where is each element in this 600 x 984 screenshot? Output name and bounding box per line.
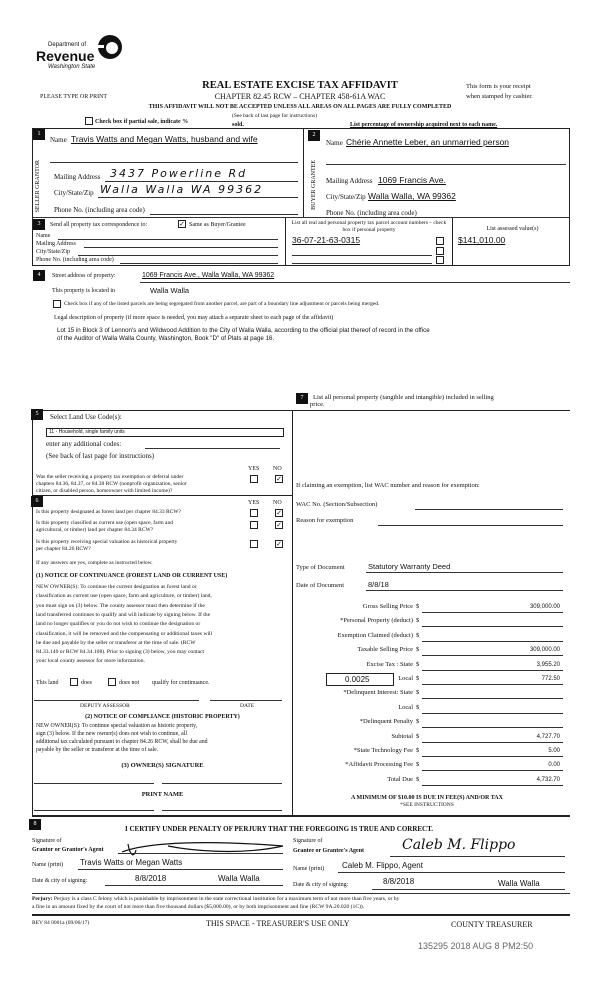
seller-side-label: SELLER GRANTOR <box>35 160 41 213</box>
question: Is this property receiving special valuation as historical property <box>36 539 178 545</box>
section-number: 6 <box>31 496 43 507</box>
divider <box>303 128 304 218</box>
question: citizen, or disabled person, homeowner with limited income)? <box>36 488 173 494</box>
parcel-number[interactable]: 36-07-21-63-0315 <box>292 235 361 245</box>
see-instructions: (See back of last page for instructions) <box>46 452 155 460</box>
notice-line: be due and payable by the seller or transferor at the time of sale. (RCW <box>36 639 196 646</box>
label: City/State/Zip <box>54 189 94 197</box>
additional-codes-input[interactable] <box>145 448 280 449</box>
tax-row-line <box>422 684 563 685</box>
minimum-note: A MINIMUM OF $10.00 IS DUE IN FEE(S) AND/OR TAX <box>351 795 503 801</box>
tax-row-line <box>422 670 563 671</box>
doc-date[interactable]: 8/8/18 <box>368 580 389 589</box>
perjury-text-2: a fine in an amount fixed by the court of not more than five thousand dollars ($5,000.00), or by both imprisonment and fine (RCW 9A.20.020 (1C)). <box>32 904 365 910</box>
section-number: 8 <box>29 819 41 830</box>
dollar-sign: $ <box>416 660 420 668</box>
notice-line: classification, it will be removed and the compensating or additional taxes will <box>36 630 213 637</box>
buyer-name[interactable]: Chérie Annette Leber, an unmarried person <box>346 137 510 147</box>
personal-property-label-2: price. <box>310 401 325 408</box>
legal-description[interactable]: Lot 15 in Block 3 of Lennon's and Wildwood Addition to the City of Walla Walla, according to the official plat thereof of record in the office <box>57 327 430 334</box>
notice-line: additional tax calculated pursuant to chapter 84.26 RCW, shall be due and <box>36 739 208 745</box>
please-type: PLEASE TYPE OR PRINT <box>40 94 108 100</box>
notice-line: payable by the seller or transferor at the time of sale. <box>36 747 159 753</box>
line <box>326 164 566 165</box>
line <box>105 181 298 182</box>
tax-row-label: *Affidavit Processing Fee <box>345 761 413 769</box>
line <box>78 869 283 870</box>
question: Is this property classified as current use (open space, farm and <box>36 520 173 526</box>
tax-row-value[interactable]: 4,732.70 <box>536 776 560 783</box>
legal-label: Legal description of property (if more space is needed, you may attach a separate sheet to each page of the affidavit) <box>54 315 334 321</box>
does-not-checkbox[interactable] <box>108 678 116 686</box>
parcel-input[interactable] <box>292 263 432 264</box>
divider <box>32 410 570 411</box>
doc-type-label: Type of Document <box>296 564 345 571</box>
logo-dept: Department of <box>48 42 87 48</box>
local-rate: 0.0025 <box>345 675 370 684</box>
label: Grantee or Grantee's Agent <box>293 848 365 854</box>
notice-line: 84.33.140 or RCW 84.34.108). Prior to signing (3) below, you may contact <box>36 649 205 656</box>
tax-row-line <box>422 612 563 613</box>
dollar-sign: $ <box>416 603 420 610</box>
label: does <box>81 680 92 686</box>
divider <box>452 218 453 266</box>
tax-row-label: *State Technology Fee <box>353 747 413 754</box>
line <box>390 856 565 857</box>
print-name-line[interactable] <box>34 810 154 811</box>
treasurer-only: THIS SPACE - TREASURER'S USE ONLY <box>206 919 350 928</box>
doc-date-label: Date of Document <box>296 582 345 589</box>
phone-label: Phone No. (including area code) <box>36 257 114 263</box>
does-checkbox[interactable] <box>70 678 78 686</box>
segregate-label: Check box if any of the listed parcels are being segregated from another parcel, are part of a boundary line adjustment or parcels being merged. <box>64 301 380 307</box>
label: Mailing Address <box>54 173 101 181</box>
notice-continuance-title: (1) NOTICE OF CONTINUANCE (FOREST LAND OR CURRENT USE) <box>36 573 228 579</box>
line <box>50 162 298 163</box>
personal-property-checkbox[interactable] <box>436 256 444 264</box>
notice-line: land transferred continues to qualify and will indicate by signing below. If the <box>36 611 211 618</box>
dollar-sign: $ <box>416 747 420 754</box>
divider <box>32 914 570 916</box>
additional-codes-label: enter any additional codes: <box>46 440 122 448</box>
county-treasurer: COUNTY TREASURER <box>451 920 533 929</box>
section-number: 3 <box>33 219 45 230</box>
label: Name <box>326 139 343 147</box>
q1-no-checkbox[interactable]: ✓ <box>276 475 282 483</box>
grantee-print-name[interactable]: Caleb M. Flippo, Agent <box>342 861 423 870</box>
notice-line: classification as current use (open space, farm and agriculture, or timber) land, <box>36 593 212 600</box>
notice-line: your local county assessor for more information. <box>36 658 145 665</box>
wac-input[interactable] <box>415 509 563 510</box>
dollar-sign: $ <box>416 703 420 711</box>
logo-state: Washington State <box>48 64 96 70</box>
label: Street address of property: <box>52 273 116 279</box>
section-number: 1 <box>33 129 45 140</box>
dollar-sign: $ <box>416 631 420 639</box>
question: Is this property designated as forest land per chapter 84.33 RCW? <box>36 509 181 515</box>
label: This property is located in <box>52 288 115 294</box>
tax-row-value[interactable]: 4,727.70 <box>536 733 560 740</box>
tax-row-value[interactable]: 309,000.00 <box>529 604 560 610</box>
tax-row-line <box>422 626 563 627</box>
if-yes-note: If any answers are yes, complete as instructed below. <box>36 560 153 566</box>
divider <box>32 410 33 815</box>
label: qualify for continuance. <box>152 680 210 686</box>
notice-compliance-title: (2) NOTICE OF COMPLIANCE (HISTORIC PROPERTY) <box>85 714 240 720</box>
partial-sale-label: Check box if partial sale, indicate % <box>95 119 189 125</box>
mailing-address-label: Mailing Address <box>36 241 76 247</box>
notice-line: land no longer qualifies or you do not wish to continue the designation or <box>36 621 201 628</box>
perjury-text: Perjury is a class C felony which is punishable by imprisonment in the state correctional institution for a maximum term of not more than five years, or by <box>53 896 400 902</box>
label: does not <box>119 680 140 686</box>
grantee-sign-city[interactable]: Walla Walla <box>498 879 540 888</box>
q1-yes-checkbox[interactable] <box>250 475 258 483</box>
no-header: NO <box>273 466 282 472</box>
city-label: City/State/Zip <box>36 249 70 255</box>
yes-header: YES <box>248 466 260 472</box>
exemption-label: If claiming an exemption, list WAC number and reason for exemption: <box>296 482 480 489</box>
dollar-sign: $ <box>416 689 420 697</box>
tax-row-line <box>422 713 563 714</box>
tax-row-line <box>422 770 563 771</box>
same-as-buyer-checkbox[interactable]: ✓ <box>179 220 185 228</box>
buyer-city[interactable]: Walla Walla, WA 99362 <box>368 191 456 201</box>
receipt-note-2: when stamped by cashier. <box>466 93 533 100</box>
dollar-sign: $ <box>416 718 420 726</box>
doc-type[interactable]: Statutory Warranty Deed <box>368 562 451 571</box>
receipt-note: This form is your receipt <box>466 83 531 90</box>
line <box>140 282 570 283</box>
name-input[interactable] <box>58 239 278 240</box>
tax-row-label: Gross Selling Price <box>362 603 413 610</box>
tax-row-label: *Delinquent Interest: State <box>343 689 413 697</box>
tax-row-line <box>422 655 563 656</box>
question: per chapter 84.26 RCW? <box>36 546 91 552</box>
grantor-print-name[interactable]: Travis Watts or Megan Watts <box>80 858 183 867</box>
perjury-heading: Perjury: <box>32 896 53 902</box>
tax-row-line <box>422 641 563 642</box>
land-use-label: Select Land Use Code(s): <box>50 413 122 421</box>
label: Signature of <box>32 838 62 844</box>
seller-address[interactable]: 3437 Powerline Rd <box>110 167 248 180</box>
tax-row-value[interactable]: 772.50 <box>541 676 560 682</box>
print-name-label: PRINT NAME <box>141 791 184 798</box>
same-as-buyer-label: Same as Buyer/Grantee <box>189 222 246 228</box>
seller-city[interactable]: Walla Walla WA 99362 <box>100 183 264 196</box>
grantee-signature[interactable]: Caleb M. Flippo <box>402 837 516 853</box>
divider <box>285 218 286 266</box>
phone-input[interactable] <box>120 263 278 264</box>
deputy-label: DEPUTY ASSESSOR <box>80 703 130 709</box>
see-instructions: *SEE INSTRUCTIONS <box>400 802 454 808</box>
partial-sale-checkbox[interactable] <box>85 117 93 125</box>
name-label: Name <box>36 233 51 239</box>
line <box>150 214 298 215</box>
line <box>105 885 283 886</box>
warning: THIS AFFIDAVIT WILL NOT BE ACCEPTED UNLESS ALL AREAS ON ALL PAGES ARE FULLY COMPLETED <box>148 104 452 110</box>
question: Was the seller receiving a property tax exemption or deferral under <box>36 474 184 480</box>
grantee-sign-date[interactable]: 8/8/2018 <box>383 877 415 886</box>
section-number: 2 <box>308 130 320 141</box>
personal-property-checkbox[interactable] <box>436 247 444 255</box>
section-number: 7 <box>296 393 308 404</box>
dollar-sign: $ <box>416 775 420 783</box>
tax-row-value[interactable]: 309,000.00 <box>529 647 560 654</box>
label: Phone No. (including area code) <box>54 206 145 214</box>
buyer-address[interactable]: 1069 Francis Ave. <box>378 175 446 185</box>
tax-row-line <box>422 742 563 743</box>
label: Name (print) <box>32 862 64 868</box>
wac-label: WAC No. (Section/Subsection) <box>296 501 378 508</box>
legal-description-2[interactable]: of the Auditor of Walla Walla County, Washington, Book "D" of Plats at page 16. <box>57 335 275 342</box>
divider <box>32 815 570 817</box>
tax-row-value[interactable]: 0.00 <box>548 762 560 769</box>
tax-row-line <box>422 785 563 786</box>
assessed-value[interactable]: $141,010.00 <box>458 235 506 245</box>
date-label: DATE <box>240 703 255 709</box>
tax-row-line <box>422 727 563 728</box>
city-input[interactable] <box>78 255 278 256</box>
dollar-sign: $ <box>416 761 420 769</box>
mailing-address-input[interactable] <box>84 247 278 248</box>
owner-signature-line[interactable] <box>34 783 154 784</box>
deputy-line <box>34 700 199 701</box>
label: Signature of <box>293 838 323 844</box>
dollar-sign: $ <box>416 646 420 654</box>
section-number: 4 <box>33 270 45 281</box>
tax-row-line <box>422 756 563 757</box>
reason-input[interactable] <box>378 525 563 526</box>
dollar-sign: $ <box>416 675 420 682</box>
section-number: 5 <box>31 409 43 420</box>
label: Date & city of signing: <box>293 882 349 888</box>
personal-property-label: List all personal property (tangible and intangible) included in selling <box>313 394 494 401</box>
no-header: NO <box>273 500 282 506</box>
line <box>366 590 563 591</box>
buyer-side-label: BUYER GRANTEE <box>311 160 317 210</box>
notice-line: NEW OWNER(S): To continue special valuation as historic property, <box>36 723 198 729</box>
see-back: (See back of last page for instructions) <box>232 113 317 119</box>
print-name-line[interactable] <box>162 810 282 811</box>
tax-row-label: Local <box>398 675 413 682</box>
line <box>338 872 565 873</box>
owner-signature-line[interactable] <box>162 783 282 784</box>
sold-label: sold. <box>232 122 244 128</box>
yes-header: YES <box>248 500 260 506</box>
tax-row-label: Exemption Claimed (deduct) <box>337 631 413 639</box>
label: Name (print) <box>293 866 325 872</box>
tax-row-label: Taxable Selling Price <box>357 646 413 654</box>
divider <box>292 410 293 815</box>
label: Phone No. (including area code) <box>326 209 417 217</box>
historic-no-checkbox[interactable]: ✓ <box>276 540 282 548</box>
chapter-line: CHAPTER 82.45 RCW – CHAPTER 458-61A WAC <box>214 92 386 101</box>
grantor-sign-city[interactable]: Walla Walla <box>218 874 260 883</box>
label: City/State/Zip <box>326 193 366 201</box>
divider <box>32 217 570 218</box>
tax-row-label: Excise Tax : State <box>366 660 413 668</box>
seller-name[interactable]: Travis Watts and Megan Watts, husband and wife <box>71 134 258 144</box>
current-use-yes-checkbox[interactable] <box>250 521 258 529</box>
parcel-input[interactable] <box>292 255 432 256</box>
ownership-note: List percentage of ownership acquired next to each name. <box>350 122 498 128</box>
property-location[interactable]: Walla Walla <box>150 286 190 295</box>
question: agricultural, or timber) land per chapter 84.34 RCW? <box>36 527 154 533</box>
parcel-header: List all real and personal property tax parcel account numbers – check box if personal property <box>291 220 447 234</box>
tax-row-label: *Delinquent Penalty <box>359 718 413 726</box>
divider <box>32 495 292 496</box>
notice-line: NEW OWNER(S): To continue the current designation as forest land or <box>36 584 197 590</box>
tax-row-label: Local <box>398 703 413 711</box>
tax-row-value[interactable]: 5.00 <box>548 748 560 754</box>
forest-no-checkbox[interactable]: ✓ <box>276 509 282 517</box>
date-line <box>210 700 282 701</box>
dollar-sign: $ <box>416 732 420 740</box>
assessed-header: List assessed value(s) <box>486 226 539 232</box>
received-stamp: 135295 2018 AUG 8 PM2:50 <box>418 941 534 951</box>
notice-line: you must sign on (3) below. The county assessor must then determine if the <box>36 602 205 609</box>
tax-row-label: Subtotal <box>391 732 413 740</box>
tax-row-value[interactable]: 3,955.20 <box>536 661 560 668</box>
divider <box>32 893 570 894</box>
reason-label: Reason for exemption <box>296 517 354 524</box>
line <box>118 853 283 854</box>
line <box>366 572 563 573</box>
send-label: Send all property tax correspondence to: <box>50 222 148 228</box>
forest-yes-checkbox[interactable] <box>250 509 258 517</box>
land-use-select[interactable] <box>46 428 284 437</box>
line <box>372 889 565 890</box>
dollar-sign: $ <box>416 617 420 625</box>
label: Mailing Address <box>326 177 373 185</box>
historic-yes-checkbox[interactable] <box>250 540 258 548</box>
personal-property-checkbox[interactable] <box>436 237 444 245</box>
logo-mark-icon <box>96 33 124 61</box>
label: Grantor or Grantor's Agent <box>32 847 104 853</box>
label: Date & city of signing: <box>32 878 88 884</box>
line <box>98 197 298 198</box>
form-revision: REV 84 0001a (09/06/17) <box>32 920 90 926</box>
label: This land <box>36 680 59 686</box>
segregate-checkbox[interactable] <box>53 300 61 308</box>
grantor-sign-date[interactable]: 8/8/2018 <box>135 874 167 883</box>
tax-row-label: *Personal Property (deduct) <box>340 617 413 625</box>
land-use-value: 11 - Household, single family units <box>49 429 125 435</box>
grantor-signature[interactable] <box>118 838 288 858</box>
form-title: REAL ESTATE EXCISE TAX AFFIDAVIT <box>202 80 398 91</box>
property-street[interactable]: 1069 Francis Ave., Walla Walla, WA 99362 <box>142 272 275 279</box>
certify-statement: I CERTIFY UNDER PENALTY OF PERJURY THAT THE FOREGOING IS TRUE AND CORRECT. <box>125 825 434 833</box>
logo-revenue: Revenue <box>36 48 95 64</box>
current-use-no-checkbox[interactable]: ✓ <box>276 521 282 529</box>
tax-row-label: Total Due <box>387 775 413 783</box>
question: chapters 84.36, 84.37, or 84.38 RCW (nonprofit organization, senior <box>36 481 187 487</box>
notice-line: sign (3) below. If the new owner(s) does not wish to continue, all <box>36 731 187 737</box>
label: Name <box>50 136 67 144</box>
owner-signature-title: (3) OWNER(S) SIGNATURE <box>121 762 204 769</box>
tax-row-line <box>422 698 563 699</box>
